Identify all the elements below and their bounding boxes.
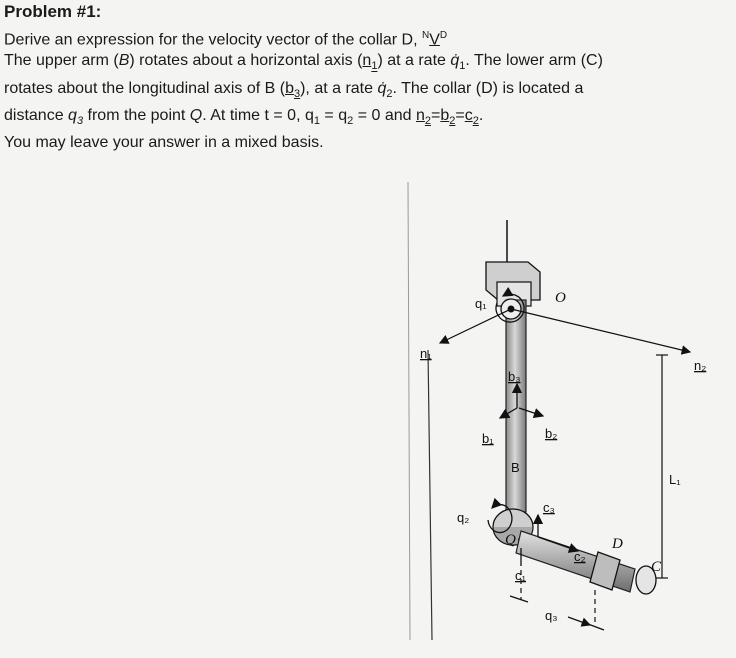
- q3-tick-left: [510, 596, 528, 602]
- l3f: 2: [386, 87, 393, 100]
- l2d: n: [362, 52, 372, 70]
- label-c2: c₂: [574, 549, 586, 564]
- label-L1: L₁: [669, 472, 681, 487]
- label-b2: b₂: [545, 426, 558, 441]
- label-O: O: [555, 290, 566, 306]
- l2c: ) rotates about a horizontal axis (: [129, 52, 363, 70]
- label-n1: n₁: [420, 346, 432, 361]
- line1-text: Derive an expression for the velocity vector of the collar D,: [4, 31, 422, 49]
- l2g: q̇: [450, 52, 460, 70]
- problem-line-5: You may leave your answer in a mixed basis.: [4, 133, 324, 151]
- line1-supD: D: [439, 30, 448, 41]
- label-n2: n₂: [694, 358, 707, 373]
- label-q1: q₁: [475, 296, 487, 311]
- l2f: ) at a rate: [377, 52, 451, 70]
- problem-title: Problem #1:: [4, 2, 102, 21]
- l4i: 2: [347, 114, 354, 127]
- l4e: Q: [189, 106, 203, 124]
- label-q3: q₃: [545, 608, 558, 623]
- label-c3: c₃: [543, 500, 555, 515]
- l2a: The upper arm (: [4, 52, 119, 70]
- label-B: B: [511, 460, 520, 475]
- l3g: . The collar (D) is located a: [392, 79, 584, 97]
- l4j: = 0 and: [353, 106, 416, 124]
- l4g: 1: [313, 114, 320, 127]
- label-D: D: [612, 536, 623, 552]
- l4o: 2: [449, 114, 456, 127]
- l3d: ), at a rate: [300, 79, 378, 97]
- label-C: C: [651, 559, 662, 575]
- n2-axis: [511, 309, 690, 352]
- l3c: 3: [293, 87, 301, 100]
- l4p: =: [455, 106, 465, 124]
- line1-sup: N: [421, 30, 430, 41]
- n1-axis: [440, 309, 511, 343]
- l2e: 1: [371, 60, 378, 73]
- l4n: b: [440, 106, 450, 124]
- l4q: c: [464, 106, 473, 124]
- l4c: 3: [76, 114, 84, 127]
- l4s: .: [478, 106, 484, 124]
- l2b: B: [118, 52, 130, 70]
- frame-edge-line: [428, 350, 432, 640]
- fold-line: [408, 182, 410, 640]
- l3a: rotates about the longitudinal axis of B (: [4, 79, 286, 97]
- l3e: q̇: [377, 79, 387, 97]
- l4f: . At time t = 0, q: [202, 106, 314, 124]
- l4r: 2: [472, 114, 479, 127]
- l3b: b: [285, 79, 294, 97]
- line1-vec: V: [429, 31, 440, 49]
- label-b3: b₃: [508, 369, 521, 384]
- label-c1: c₁: [515, 568, 526, 583]
- l2i: . The lower arm (C): [465, 52, 603, 70]
- l4d: from the point: [83, 106, 190, 124]
- l2h: 1: [459, 60, 466, 73]
- upper-arm-B: [506, 300, 526, 512]
- l4k: n: [415, 106, 425, 124]
- l4h: = q: [319, 106, 348, 124]
- q3-arrow: [568, 617, 590, 625]
- label-b1: b₁: [482, 431, 494, 446]
- l4l: 2: [424, 114, 431, 127]
- label-q2: q₂: [457, 510, 470, 525]
- l4b: q: [68, 106, 77, 124]
- label-Q: Q: [505, 532, 516, 548]
- l4m: =: [431, 106, 441, 124]
- l4a: distance: [4, 106, 69, 124]
- q3-tick-right: [588, 624, 604, 630]
